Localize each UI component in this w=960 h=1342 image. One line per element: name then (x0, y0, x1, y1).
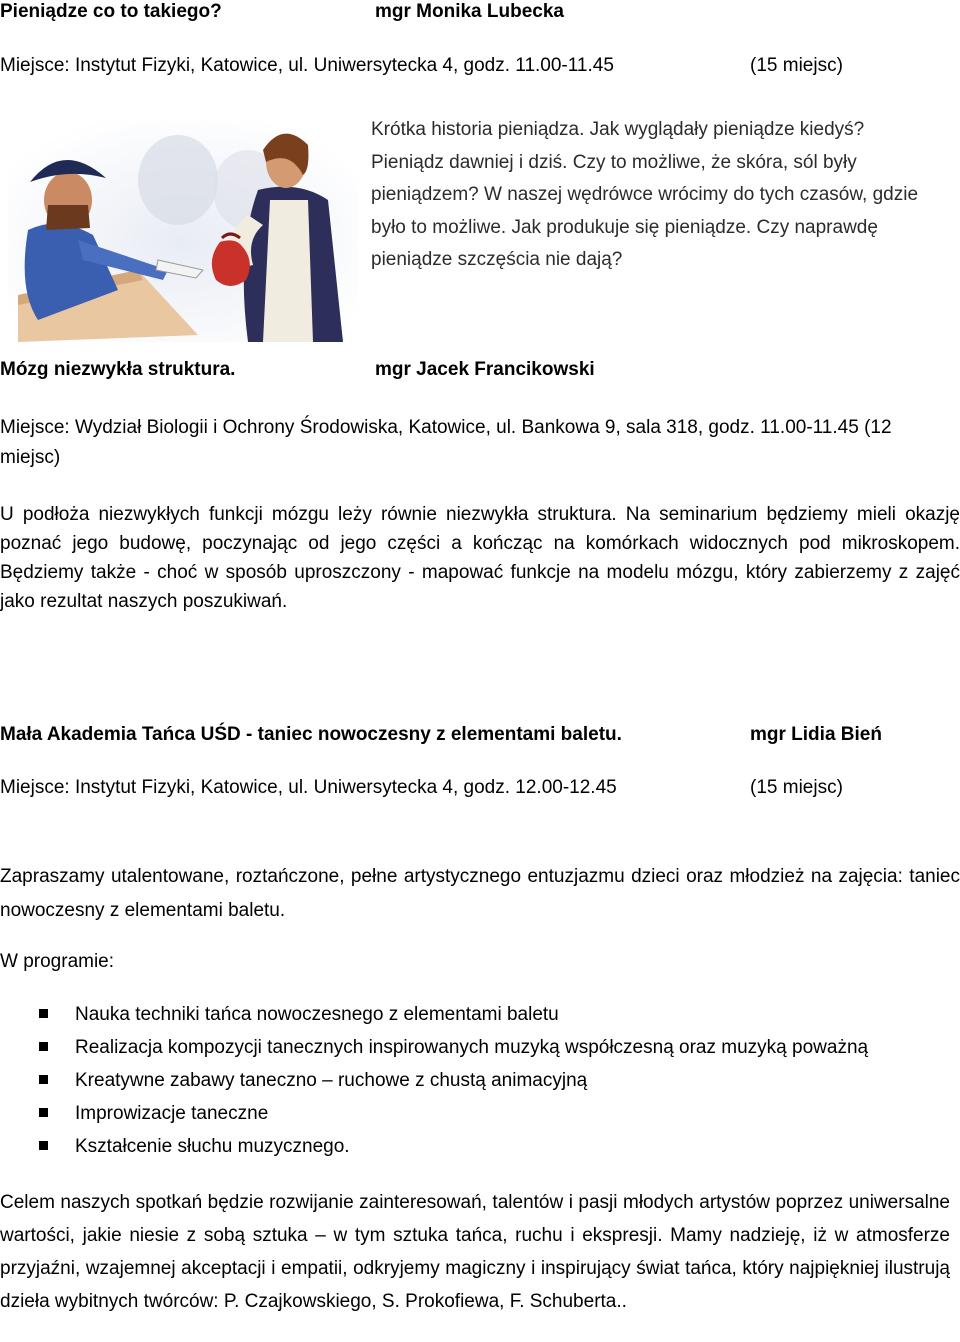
section2-location: Miejsce: Wydział Biologii i Ochrony Środowiska, Katowice, ul. Bankowa 9, sala 318, godz. 11.00-11.45 (12 miejsc) (0, 417, 892, 468)
section2-description: U podłoża niezwykłych funkcji mózgu leży równie niezwykła struktura. Na seminarium będziemy mieli okazję poznać jego budowę, poczynając od jego części a kończąc na komórkach widocznych pod mikroskopem. Będziemy także - choć w sposób uproszczony - mapować funkcje na modelu mózgu, który zabierzemy z zajęć jako rezultat naszych poszukiwań. (0, 504, 960, 612)
section3-closing: Celem naszych spotkań będzie rozwijanie zainteresowań, talentów i pasji młodych artystów poprzez uniwersalne wartości, jakie niesie z sobą sztuka – w tym sztuka tańca, ruchu i ekspresji. Mamy nadzieję, iż w atmosferze przyjaźni, wzajemnej akceptacji i empatii, odkryjemy magiczny i inspirujący świat tańca, który najpiękniej ilustrują dzieła wybitnych twórców: P. Czajkowskiego, S. Prokofiewa, F. Schuberta.. (0, 1192, 950, 1312)
list-item (0, 998, 960, 1031)
list-item-text: Kreatywne zabawy taneczno – ruchowe z chustą animacyjną (75, 1070, 588, 1091)
list-item (0, 1064, 960, 1097)
illustration-money-exchange-icon (8, 120, 358, 342)
section3-program-list (0, 998, 960, 1163)
section2-title: Mózg niezwykła struktura. (0, 359, 236, 380)
list-item-text: Realizacja kompozycji tanecznych inspirowanych muzyką współczesną oraz muzyką poważną (75, 1037, 869, 1058)
section1-teacher: mgr Monika Lubecka (375, 1, 564, 22)
list-item-text: Nauka techniki tańca nowoczesnego z elementami baletu (75, 1004, 559, 1025)
list-item (0, 1097, 960, 1130)
section1-title: Pieniądze co to takiego? (0, 1, 222, 22)
square-bullet-icon (39, 1108, 48, 1117)
square-bullet-icon (39, 1042, 48, 1051)
square-bullet-icon (39, 1009, 48, 1018)
square-bullet-icon (39, 1141, 48, 1150)
square-bullet-icon (39, 1075, 48, 1084)
list-item-text: Kształcenie słuchu muzycznego. (75, 1136, 350, 1157)
list-item-text: Improwizacje taneczne (75, 1103, 269, 1124)
section2-teacher: mgr Jacek Francikowski (375, 359, 595, 380)
list-item (0, 1130, 960, 1163)
section3-location: Miejsce: Instytut Fizyki, Katowice, ul. Uniwersytecka 4, godz. 12.00-12.45 (0, 777, 617, 798)
section3-teacher: mgr Lidia Bień (750, 724, 882, 745)
section3-program-label: W programie: (0, 951, 115, 972)
list-item (0, 1031, 960, 1064)
section1-location: Miejsce: Instytut Fizyki, Katowice, ul. Uniwersytecka 4, godz. 11.00-11.45 (0, 55, 614, 76)
section1-description: Krótka historia pieniądza. Jak wyglądały pieniądze kiedyś? Pieniądz dawniej i dziś. Czy to możliwe, że skóra, sól były pieniądzem? W naszej wędrówce wrócimy do tych czasów, gdzie było to możliwe. Jak produkuje się pieniądze. Czy naprawdę pieniądze szczęścia nie dają? (371, 119, 919, 270)
section3-intro: Zapraszamy utalentowane, roztańczone, pełne artystycznego entuzjazmu dzieci oraz młodzież na zajęcia: taniec nowoczesny z elementami baletu. (0, 866, 960, 921)
section3-title: Mała Akademia Tańca UŚD - taniec nowoczesny z elementami baletu. (0, 724, 622, 745)
section3-seats: (15 miejsc) (750, 777, 843, 798)
section1-seats: (15 miejsc) (750, 55, 843, 76)
